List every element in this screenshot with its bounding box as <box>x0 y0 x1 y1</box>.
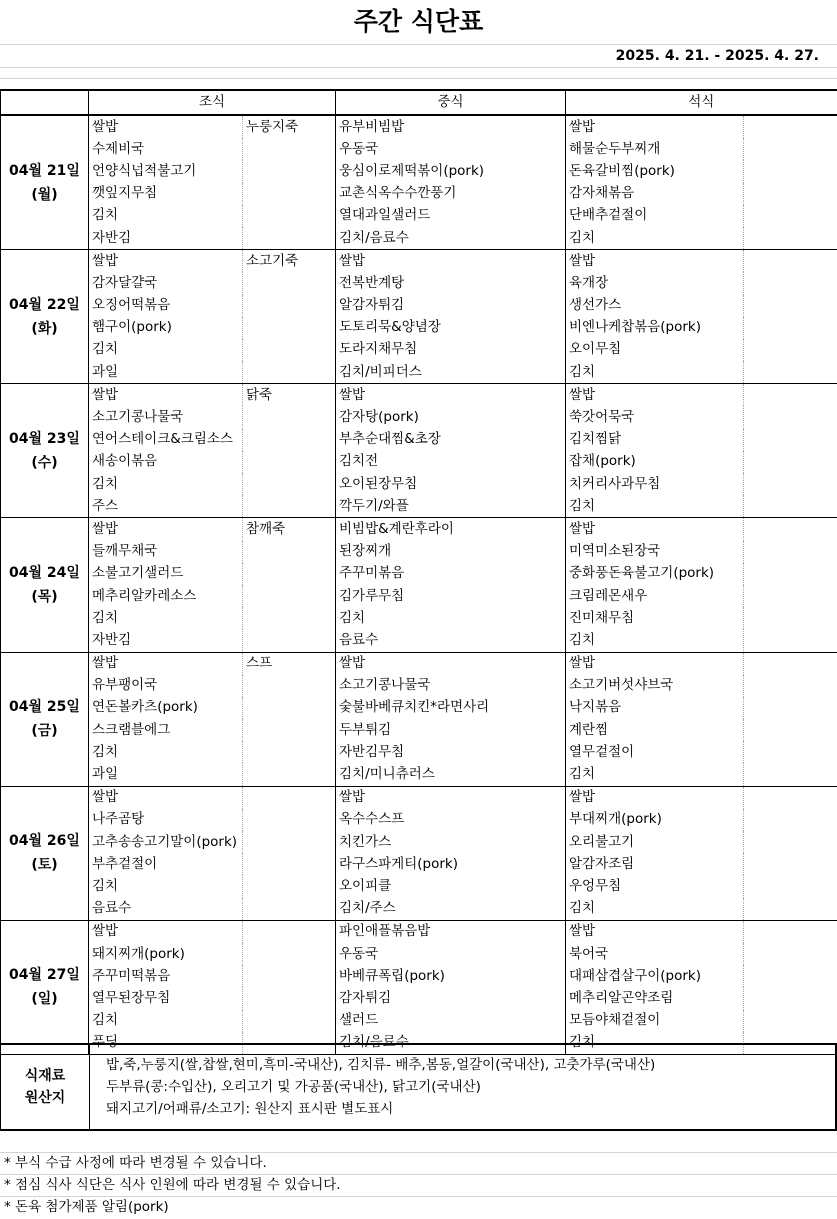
empty-cell <box>744 920 837 943</box>
lunch-item: 소고기콩나물국 <box>336 675 566 697</box>
lunch-item: 쌀밥 <box>336 384 566 407</box>
lunch-item: 깍두기/와플 <box>336 495 566 518</box>
porridge-item <box>243 361 336 384</box>
lunch-item: 감자튀김 <box>336 987 566 1009</box>
dinner-item: 단배추겉절이 <box>569 207 648 224</box>
dinner-item: 치커리사과무침 <box>569 475 661 492</box>
dinner-item: 김치 <box>566 629 744 652</box>
table-row <box>1 250 837 273</box>
lunch-item: 김치전 <box>336 451 566 473</box>
lunch-item: 샐러드 <box>336 1010 566 1032</box>
dinner-item: 소고기버섯샤브국 <box>569 677 674 694</box>
breakfast-item: 연돈볼카츠(pork) <box>89 697 243 719</box>
header-row <box>1 90 837 115</box>
empty-cell <box>744 339 837 361</box>
empty-cell <box>744 763 837 786</box>
table-row <box>1 607 837 629</box>
lunch-item: 쌀밥 <box>336 652 566 675</box>
breakfast-item: 쌀밥 <box>89 518 243 541</box>
dinner-item: 김치 <box>566 763 744 786</box>
empty-cell <box>744 138 837 160</box>
breakfast-item: 부추겉절이 <box>89 853 243 875</box>
breakfast-item: 김치 <box>89 607 243 629</box>
dinner-item: 북어국 <box>569 945 609 962</box>
table-row <box>1 429 837 451</box>
lunch-item: 쌀밥 <box>336 786 566 809</box>
table-row <box>1 317 837 339</box>
breakfast-item: 오징어떡볶음 <box>89 295 243 317</box>
day-label <box>1 652 89 786</box>
ingredient-origin <box>0 1043 837 1131</box>
empty-cell <box>744 809 837 831</box>
lunch-item: 쌀밥 <box>336 250 566 273</box>
porridge-item <box>243 563 336 585</box>
table-row <box>1 786 837 809</box>
lunch-item: 김치/주스 <box>336 898 566 921</box>
dinner-item: 쌀밥 <box>569 923 596 940</box>
porridge-item <box>243 629 336 652</box>
empty-cell <box>744 629 837 652</box>
lunch-item: 치킨가스 <box>336 831 566 853</box>
day-label <box>1 518 89 652</box>
empty-cell <box>744 853 837 875</box>
table-row <box>1 875 837 897</box>
breakfast-item: 김치 <box>89 741 243 763</box>
empty-cell <box>744 741 837 763</box>
table-row <box>1 272 837 294</box>
table-row <box>1 138 837 160</box>
table-row <box>1 406 837 428</box>
empty-cell <box>744 250 837 273</box>
empty-cell <box>744 675 837 697</box>
breakfast-item: 쌀밥 <box>89 115 243 138</box>
dinner-item: 김치 <box>566 1032 744 1055</box>
lunch-item: 파인애플볶음밥 <box>336 920 566 943</box>
lunch-item: 유부비빔밥 <box>336 115 566 138</box>
dinner-item: 쌀밥 <box>569 386 596 403</box>
day-weekday: (목) <box>31 588 58 605</box>
table-row <box>1 965 837 987</box>
note-pork: * 돈육 첨가제품 알림(pork) <box>4 1199 169 1215</box>
empty-cell <box>744 115 837 138</box>
dinner-item: 부대찌개(pork) <box>569 811 662 828</box>
dinner-item: 김치 <box>566 227 744 250</box>
empty-cell <box>744 786 837 809</box>
lunch-item: 교촌식옥수수깐풍기 <box>336 183 566 205</box>
porridge-item <box>243 1010 336 1032</box>
dinner-item: 김치찜닭 <box>569 431 622 448</box>
porridge-item <box>243 317 336 339</box>
empty-cell <box>744 406 837 428</box>
lunch-item: 된장찌개 <box>336 541 566 563</box>
porridge-item <box>243 495 336 518</box>
origin-label-line1: 식재료 <box>24 1068 66 1084</box>
empty-cell <box>744 495 837 518</box>
breakfast-item: 수제비국 <box>89 138 243 160</box>
breakfast-item: 연어스테이크&크림소스 <box>89 429 243 451</box>
lunch-item: 바베큐폭립(pork) <box>336 965 566 987</box>
table-row <box>1 495 837 518</box>
day-weekday: (토) <box>31 857 58 874</box>
day-label <box>1 115 89 250</box>
empty-cell <box>744 563 837 585</box>
lunch-item: 열대과일샐러드 <box>336 205 566 227</box>
empty-cell <box>744 541 837 563</box>
empty-cell <box>744 697 837 719</box>
lunch-item: 오이피클 <box>336 875 566 897</box>
breakfast-item: 김치 <box>89 205 243 227</box>
lunch-item: 옥수수스프 <box>336 809 566 831</box>
table-row <box>1 943 837 965</box>
porridge-item <box>243 429 336 451</box>
breakfast-item: 푸딩 <box>89 1032 243 1055</box>
breakfast-item: 스크램블에그 <box>89 719 243 741</box>
lunch-item: 오이된장무침 <box>336 473 566 495</box>
porridge-item <box>243 295 336 317</box>
breakfast-item: 자반김 <box>89 629 243 652</box>
porridge-item <box>243 272 336 294</box>
dinner-item: 비엔나케찹볶음(pork) <box>569 319 702 336</box>
table-row <box>1 629 837 652</box>
empty-cell <box>744 473 837 495</box>
porridge-item <box>243 585 336 607</box>
lunch-item: 김치/비피더스 <box>336 361 566 384</box>
table-row <box>1 585 837 607</box>
breakfast-item: 소고기콩나물국 <box>89 406 243 428</box>
lunch-item: 주꾸미볶음 <box>336 563 566 585</box>
breakfast-item: 쌀밥 <box>89 250 243 273</box>
porridge-item <box>243 541 336 563</box>
dinner-item: 김치 <box>566 495 744 518</box>
porridge-item <box>243 339 336 361</box>
porridge-item <box>243 898 336 921</box>
weekly-menu-table <box>0 89 837 1055</box>
origin-line: 밥,죽,누룽지(쌀,찹쌀,현미,흑미-국내산), 김치류- 배추,봄동,얼갈이(국내산), 고춧가루(국내산) <box>106 1057 656 1073</box>
dinner-item: 우엉무침 <box>569 877 622 894</box>
dinner-item: 오이무침 <box>569 341 622 358</box>
dinner-item: 메추리알곤약조림 <box>569 989 674 1006</box>
dinner-header: 석식 <box>566 90 837 115</box>
lunch-item: 우동국 <box>336 943 566 965</box>
lunch-item: 김가루무침 <box>336 585 566 607</box>
table-row <box>1 831 837 853</box>
day-weekday: (일) <box>31 991 58 1008</box>
table-row <box>1 361 837 384</box>
lunch-item: 전복반계탕 <box>336 272 566 294</box>
table-row <box>1 563 837 585</box>
empty-cell <box>744 295 837 317</box>
breakfast-item: 햄구이(pork) <box>89 317 243 339</box>
table-row <box>1 115 837 138</box>
dinner-item: 돈육갈비찜(pork) <box>569 162 675 179</box>
breakfast-item: 깻잎지무침 <box>89 183 243 205</box>
empty-cell <box>744 429 837 451</box>
porridge-item <box>243 607 336 629</box>
table-row <box>1 809 837 831</box>
breakfast-item: 들깨무채국 <box>89 541 243 563</box>
porridge-item <box>243 138 336 160</box>
dinner-item: 알감자조림 <box>569 855 635 872</box>
breakfast-item: 유부팽이국 <box>89 675 243 697</box>
breakfast-item: 김치 <box>89 339 243 361</box>
breakfast-item: 주꾸미떡볶음 <box>89 965 243 987</box>
table-row <box>1 384 837 407</box>
table-row <box>1 763 837 786</box>
origin-line: 돼지고기/어패류/소고기: 원산지 표시판 별도표시 <box>106 1101 394 1117</box>
porridge-item <box>243 160 336 182</box>
breakfast-item: 과일 <box>89 361 243 384</box>
table-row <box>1 697 837 719</box>
breakfast-item: 주스 <box>89 495 243 518</box>
dinner-item: 대패삼겹살구이(pork) <box>569 967 702 984</box>
dinner-item: 모듬야채겉절이 <box>569 1012 661 1029</box>
day-date: 04월 27일 <box>9 967 80 984</box>
porridge-item <box>243 406 336 428</box>
empty-cell <box>744 205 837 227</box>
empty-cell <box>744 227 837 250</box>
porridge-item <box>243 763 336 786</box>
breakfast-item: 나주곰탕 <box>89 809 243 831</box>
lunch-item: 김치/음료수 <box>336 1032 566 1055</box>
porridge-item: 참깨죽 <box>243 518 336 541</box>
table-row <box>1 1010 837 1032</box>
lunch-item: 부추순대찜&초장 <box>336 429 566 451</box>
day-date: 04월 26일 <box>9 833 80 850</box>
porridge-item: 소고기죽 <box>243 250 336 273</box>
day-weekday: (수) <box>31 454 58 471</box>
porridge-item: 스프 <box>243 652 336 675</box>
dinner-item: 쌀밥 <box>569 520 596 537</box>
breakfast-item: 김치 <box>89 875 243 897</box>
dinner-item: 낙지볶음 <box>569 699 622 716</box>
day-date: 04월 25일 <box>9 699 80 716</box>
empty-cell <box>744 652 837 675</box>
lunch-item: 우동국 <box>336 138 566 160</box>
table-row <box>1 295 837 317</box>
breakfast-header: 조식 <box>89 90 336 115</box>
empty-cell <box>744 943 837 965</box>
table-row <box>1 205 837 227</box>
breakfast-item: 메추리알카레소스 <box>89 585 243 607</box>
lunch-item: 도라지채무침 <box>336 339 566 361</box>
breakfast-item: 과일 <box>89 763 243 786</box>
breakfast-item: 김치 <box>89 473 243 495</box>
empty-cell <box>744 317 837 339</box>
breakfast-item: 언양식넙적불고기 <box>89 160 243 182</box>
empty-cell <box>744 831 837 853</box>
table-row <box>1 987 837 1009</box>
porridge-item <box>243 741 336 763</box>
lunch-header: 중식 <box>336 90 566 115</box>
lunch-item: 비빔밥&계란후라이 <box>336 518 566 541</box>
table-row <box>1 675 837 697</box>
breakfast-item: 음료수 <box>89 898 243 921</box>
empty-cell <box>744 965 837 987</box>
table-row <box>1 227 837 250</box>
dinner-item: 크림레몬새우 <box>569 587 648 604</box>
porridge-item <box>243 943 336 965</box>
empty-cell <box>744 160 837 182</box>
dinner-item: 육개장 <box>569 274 609 291</box>
lunch-item: 알감자튀김 <box>336 295 566 317</box>
lunch-item: 김치/미니츄러스 <box>336 763 566 786</box>
day-weekday: (화) <box>31 320 58 337</box>
dinner-item: 중화풍돈육불고기(pork) <box>569 565 715 582</box>
dinner-item: 김치 <box>566 898 744 921</box>
breakfast-item: 쌀밥 <box>89 920 243 943</box>
porridge-item <box>243 675 336 697</box>
breakfast-item: 열무된장무침 <box>89 987 243 1009</box>
day-date: 04월 21일 <box>9 162 80 179</box>
table-row <box>1 898 837 921</box>
porridge-item <box>243 786 336 809</box>
breakfast-item: 감자달걀국 <box>89 272 243 294</box>
table-row <box>1 339 837 361</box>
table-row <box>1 652 837 675</box>
origin-label <box>1 1045 90 1129</box>
breakfast-item: 쌀밥 <box>89 786 243 809</box>
day-date: 04월 22일 <box>9 296 80 313</box>
porridge-item <box>243 831 336 853</box>
breakfast-item: 고추송송고기말이(pork) <box>89 831 243 853</box>
lunch-item: 음료수 <box>336 629 566 652</box>
empty-cell <box>744 451 837 473</box>
empty-cell <box>744 1010 837 1032</box>
empty-cell <box>744 384 837 407</box>
empty-cell <box>744 585 837 607</box>
dinner-item: 진미채무침 <box>569 609 635 626</box>
table-row <box>1 741 837 763</box>
table-row <box>1 183 837 205</box>
dinner-item: 김치 <box>566 361 744 384</box>
breakfast-item: 쌀밥 <box>89 384 243 407</box>
dinner-item: 계란찜 <box>569 721 609 738</box>
lunch-item: 라구스파게티(pork) <box>336 853 566 875</box>
porridge-item <box>243 451 336 473</box>
day-date: 04월 24일 <box>9 564 80 581</box>
table-row <box>1 451 837 473</box>
breakfast-item: 새송이볶음 <box>89 451 243 473</box>
date-range: 2025. 4. 21. - 2025. 4. 27. <box>615 48 819 64</box>
porridge-item <box>243 227 336 250</box>
dinner-item: 생선가스 <box>569 297 622 314</box>
table-row <box>1 719 837 741</box>
breakfast-item: 돼지찌개(pork) <box>89 943 243 965</box>
porridge-item <box>243 875 336 897</box>
dinner-item: 열무겉절이 <box>569 743 635 760</box>
porridge-item <box>243 965 336 987</box>
dinner-item: 오리불고기 <box>569 833 635 850</box>
lunch-item: 웅심이로제떡볶이(pork) <box>336 160 566 182</box>
dinner-item: 미역미소된장국 <box>569 543 661 560</box>
empty-cell <box>744 898 837 921</box>
day-weekday: (월) <box>31 186 58 203</box>
day-label <box>1 920 89 1054</box>
day-weekday: (금) <box>31 723 58 740</box>
porridge-item <box>243 853 336 875</box>
porridge-item <box>243 719 336 741</box>
porridge-item <box>243 697 336 719</box>
dinner-item: 해물순두부찌개 <box>569 140 661 157</box>
note-lunch: * 점심 식사 식단은 식사 인원에 따라 변경될 수 있습니다. <box>4 1177 341 1193</box>
day-label <box>1 250 89 384</box>
porridge-item: 닭죽 <box>243 384 336 407</box>
lunch-item: 숯불바베큐치킨*라면사리 <box>336 697 566 719</box>
lunch-item: 김치/음료수 <box>336 227 566 250</box>
dinner-item: 감자채볶음 <box>569 185 635 202</box>
porridge-item <box>243 205 336 227</box>
empty-cell <box>744 607 837 629</box>
empty-cell <box>744 183 837 205</box>
dinner-item: 쌀밥 <box>569 655 596 672</box>
porridge-item: 누룽지죽 <box>243 115 336 138</box>
day-label <box>1 384 89 518</box>
empty-cell <box>744 361 837 384</box>
table-row <box>1 920 837 943</box>
porridge-item <box>243 809 336 831</box>
page-title: 주간 식단표 <box>353 7 484 36</box>
lunch-item: 김치 <box>336 607 566 629</box>
empty-cell <box>744 272 837 294</box>
table-row <box>1 518 837 541</box>
empty-cell <box>744 987 837 1009</box>
lunch-item: 감자탕(pork) <box>336 406 566 428</box>
origin-label-line2: 원산지 <box>24 1090 66 1106</box>
table-row <box>1 853 837 875</box>
empty-cell <box>744 518 837 541</box>
lunch-item: 자반김무침 <box>336 741 566 763</box>
lunch-item: 두부튀김 <box>336 719 566 741</box>
breakfast-item: 김치 <box>89 1010 243 1032</box>
breakfast-item: 소불고기샐러드 <box>89 563 243 585</box>
note-supply: * 부식 수급 사정에 따라 변경될 수 있습니다. <box>4 1155 267 1171</box>
table-row <box>1 473 837 495</box>
table-row <box>1 541 837 563</box>
table-row <box>1 160 837 182</box>
dinner-item: 쑥갓어묵국 <box>569 409 635 426</box>
dinner-item: 쌀밥 <box>569 118 596 135</box>
dinner-item: 쌀밥 <box>569 252 596 269</box>
day-label <box>1 786 89 920</box>
porridge-item <box>243 473 336 495</box>
breakfast-item: 쌀밥 <box>89 652 243 675</box>
dinner-item: 쌀밥 <box>569 789 596 806</box>
empty-cell <box>744 719 837 741</box>
empty-cell <box>744 875 837 897</box>
dinner-item: 잡채(pork) <box>569 453 636 470</box>
porridge-item <box>243 987 336 1009</box>
origin-line: 두부류(콩:수입산), 오리고기 및 가공품(국내산), 닭고기(국내산) <box>106 1079 481 1095</box>
porridge-item <box>243 920 336 943</box>
lunch-item: 도토리묵&양념장 <box>336 317 566 339</box>
breakfast-item: 자반김 <box>89 227 243 250</box>
porridge-item <box>243 183 336 205</box>
day-date: 04월 23일 <box>9 430 80 447</box>
